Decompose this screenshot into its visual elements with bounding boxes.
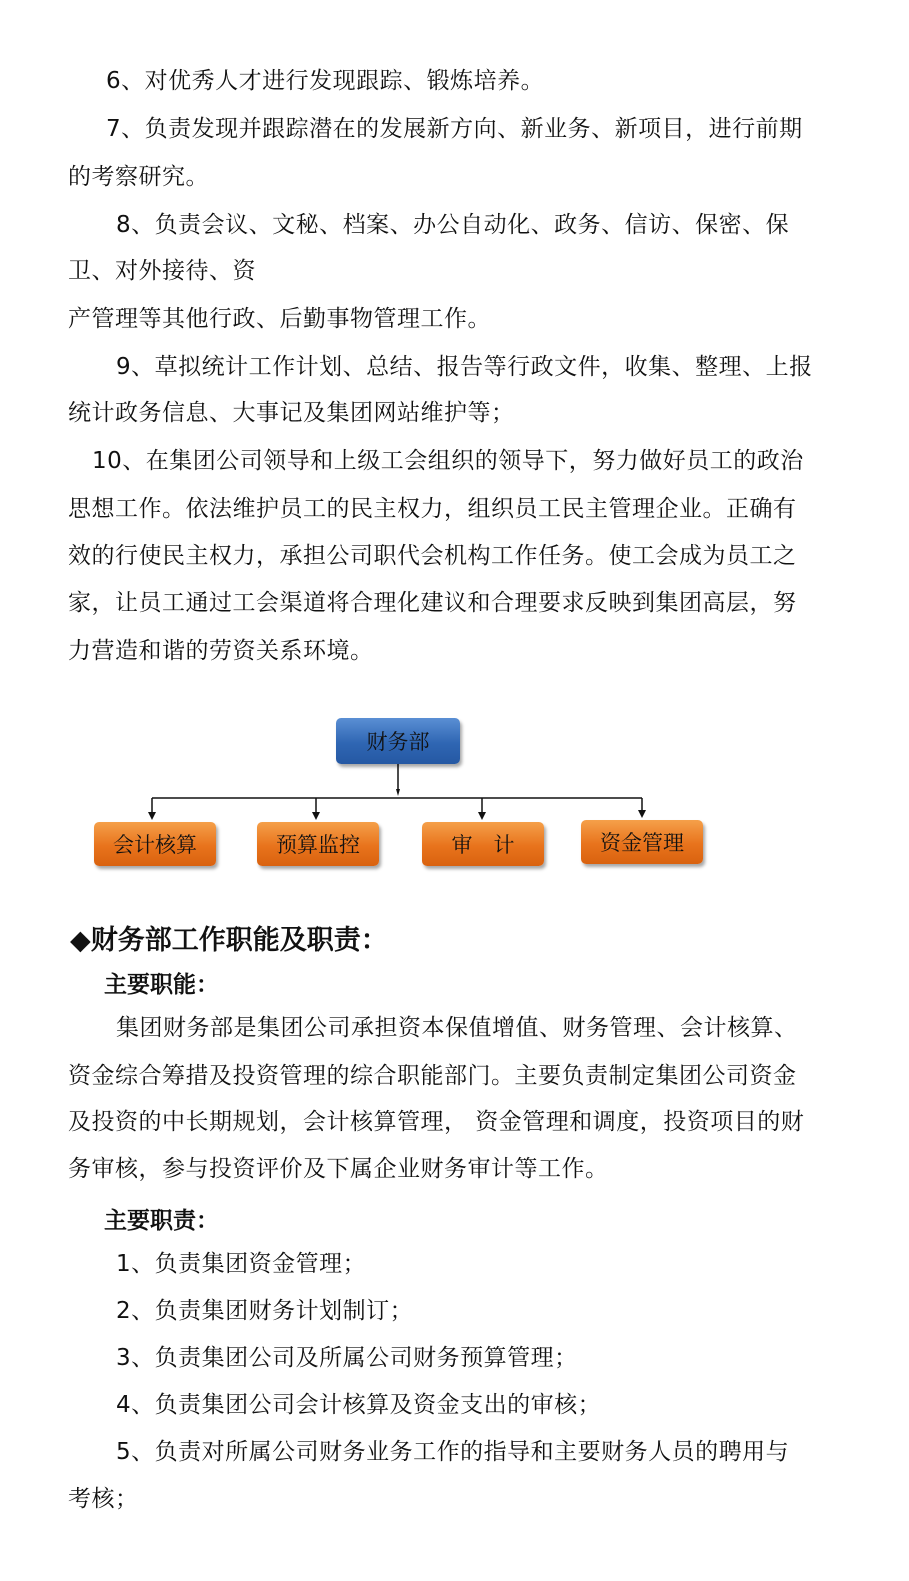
org-node-budget-monitoring: 预算监控 bbox=[257, 822, 379, 866]
duty-item: 5、负责对所属公司财务业务工作的指导和主要财务人员的聘用与 bbox=[116, 1439, 790, 1465]
branch-arrowhead-1 bbox=[148, 812, 156, 820]
item-6: 6、对优秀人才进行发现跟踪、锻炼培养。 bbox=[106, 68, 545, 94]
section-heading: ◆财务部工作职能及职责： bbox=[70, 925, 388, 956]
duty-item: 3、负责集团公司及所属公司财务预算管理； bbox=[116, 1345, 578, 1371]
item-8-line-1: 8、负责会议、文秘、档案、办公自动化、政务、信访、保密、保 bbox=[116, 212, 790, 238]
org-node-accounting: 会计核算 bbox=[94, 822, 216, 866]
item-10-line-5: 力营造和谐的劳资关系环境。 bbox=[68, 638, 374, 664]
item-10-line-2: 思想工作。依法维护员工的民主权力，组织员工民主管理企业。正确有 bbox=[68, 496, 797, 522]
org-node-finance-dept: 财务部 bbox=[336, 718, 460, 764]
item-10-line-1: 10、在集团公司领导和上级工会组织的领导下，努力做好员工的政治 bbox=[92, 448, 804, 474]
org-node-fund-management: 资金管理 bbox=[581, 820, 703, 864]
item-10-line-4: 家，让员工通过工会渠道将合理化建议和合理要求反映到集团高层，努 bbox=[68, 590, 797, 616]
duty-item-continuation: 考核； bbox=[68, 1486, 139, 1512]
item-9-line-1: 9、草拟统计工作计划、总结、报告等行政文件，收集、整理、上报 bbox=[116, 354, 813, 380]
functions-line-4: 务审核，参与投资评价及下属企业财务审计等工作。 bbox=[68, 1156, 609, 1182]
functions-line-3: 及投资的中长期规划，会计核算管理， 资金管理和调度，投资项目的财 bbox=[68, 1109, 805, 1135]
root-arrowhead bbox=[396, 789, 400, 796]
duty-item: 4、负责集团公司会计核算及资金支出的审核； bbox=[116, 1392, 602, 1418]
item-9-line-2: 统计政务信息、大事记及集团网站维护等； bbox=[68, 400, 515, 426]
org-node-audit: 审 计 bbox=[422, 822, 544, 866]
item-7-line-1: 7、负责发现并跟踪潜在的发展新方向、新业务、新项目，进行前期 bbox=[106, 116, 803, 142]
duty-item: 2、负责集团财务计划制订； bbox=[116, 1298, 414, 1324]
branch-arrowhead-3 bbox=[478, 812, 486, 820]
branch-arrowhead-4 bbox=[638, 810, 646, 818]
functions-line-2: 资金综合筹措及投资管理的综合职能部门。主要负责制定集团公司资金 bbox=[68, 1063, 797, 1089]
item-8-line-3: 产管理等其他行政、后勤事物管理工作。 bbox=[68, 306, 491, 332]
duty-item: 1、负责集团资金管理； bbox=[116, 1251, 367, 1277]
item-10-line-3: 效的行使民主权力，承担公司职代会机构工作任务。使工会成为员工之 bbox=[68, 543, 797, 569]
branch-arrowhead-2 bbox=[312, 812, 320, 820]
duties-title: 主要职责： bbox=[104, 1208, 219, 1234]
item-8-line-2: 卫、对外接待、资 bbox=[68, 258, 256, 284]
functions-title: 主要职能： bbox=[104, 972, 219, 998]
item-7-line-2: 的考察研究。 bbox=[68, 164, 209, 190]
functions-line-1: 集团财务部是集团公司承担资本保值增值、财务管理、会计核算、 bbox=[116, 1015, 798, 1041]
